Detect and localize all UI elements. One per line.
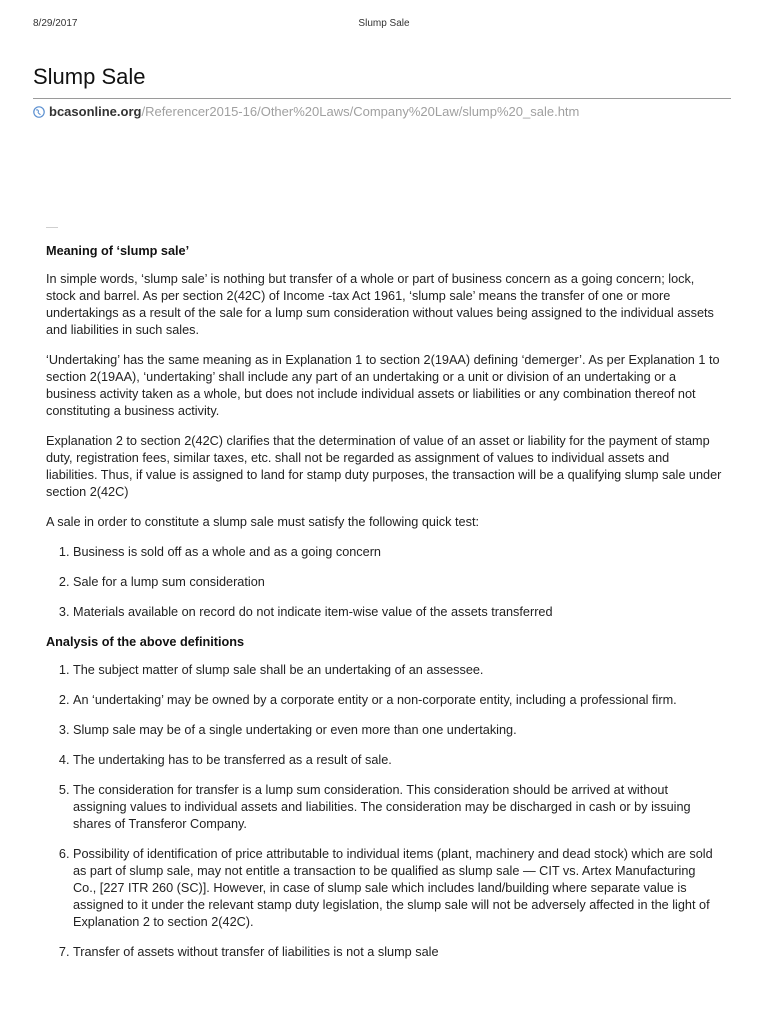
list-item: 6. Possibility of identification of price attributable to individual items (plant, machinery and dead stock) which are sold as part of slump sale, may not entitle a transaction to be qualified as slump sale — CIT vs. Artex Manufacturing Co., [227 ITR 260 (SC)]. However, in case of slump sale which includes land/building where separate value is assigned to it under the relevant stamp duty legislation, the slump sale will not be adversely affected in the light of Explanation 2 to section 2(42C). xyxy=(73,846,722,931)
print-header xyxy=(33,18,735,29)
paragraph: In simple words, ‘slump sale’ is nothing but transfer of a whole or part of business concern as a going concern; lock, stock and barrel. As per section 2(42C) of Income -tax Act 1961, ‘slump sale’ means the transfer of one or more undertakings as a result of the sale for a lump sum consideration without values being assigned to the individual assets and liabilities in such sales. xyxy=(46,272,714,337)
print-header-spacer xyxy=(615,18,735,29)
quick-test-list xyxy=(46,544,722,621)
source-domain[interactable]: bcasonline.org xyxy=(49,104,142,119)
section-heading-analysis: Analysis of the above definitions xyxy=(46,635,245,649)
title-divider xyxy=(33,98,731,99)
list-item: 5. The consideration for transfer is a lump sum consideration. This consideration should be arrived at without assigning values to individual assets and liabilities. The consideration may be discharged in cash or by issuing shares of Transferor Company. xyxy=(73,782,722,833)
print-date: 8/29/2017 xyxy=(33,18,78,29)
list-item: 1. Business is sold off as a whole and as a going concern xyxy=(73,544,722,561)
article-content xyxy=(46,243,722,974)
list-item: 7. Transfer of assets without transfer of liabilities is not a slump sale xyxy=(73,944,722,961)
source-path[interactable]: /Referencer2015-16/Other%20Laws/Company%20Law/slump%20_sale.htm xyxy=(141,104,580,119)
analysis-list xyxy=(46,662,722,961)
paragraph: Explanation 2 to section 2(42C) clarifies that the determination of value of an asset or liability for the payment of stamp duty, registration fees, similar taxes, etc. shall not be regarded as assignment of values to individual assets and liabilities. Thus, if value is assigned to land for stamp duty purposes, the transaction will be a qualifying slump sale under section 2(42C) xyxy=(46,434,722,499)
paragraph: ‘Undertaking’ has the same meaning as in Explanation 1 to section 2(19AA) defining ‘demerger’. As per Explanation 1 to section 2(19AA), ‘undertaking’ shall include any part of an undertaking or a unit or division of an undertaking or a business activity taken as a whole, but does not include individual assets or liabilities or any combination thereof not constituting a business activity. xyxy=(46,353,720,418)
print-title: Slump Sale xyxy=(358,18,410,29)
paragraph: A sale in order to constitute a slump sale must satisfy the following quick test: xyxy=(46,515,479,529)
page-title: Slump Sale xyxy=(33,64,146,89)
list-item: 2. An ‘undertaking’ may be owned by a corporate entity or a non-corporate entity, including a professional firm. xyxy=(73,692,722,709)
globe-icon xyxy=(33,106,45,118)
list-item: 1. The subject matter of slump sale shall be an undertaking of an assessee. xyxy=(73,662,722,679)
list-item: 3. Slump sale may be of a single undertaking or even more than one undertaking. xyxy=(73,722,722,739)
source-link[interactable] xyxy=(33,104,579,119)
list-item: 4. The undertaking has to be transferred as a result of sale. xyxy=(73,752,722,769)
list-item: 3. Materials available on record do not indicate item-wise value of the assets transferred xyxy=(73,604,722,621)
separator-dash xyxy=(46,227,58,228)
section-heading-meaning: Meaning of ‘slump sale’ xyxy=(46,244,190,258)
list-item: 2. Sale for a lump sum consideration xyxy=(73,574,722,591)
